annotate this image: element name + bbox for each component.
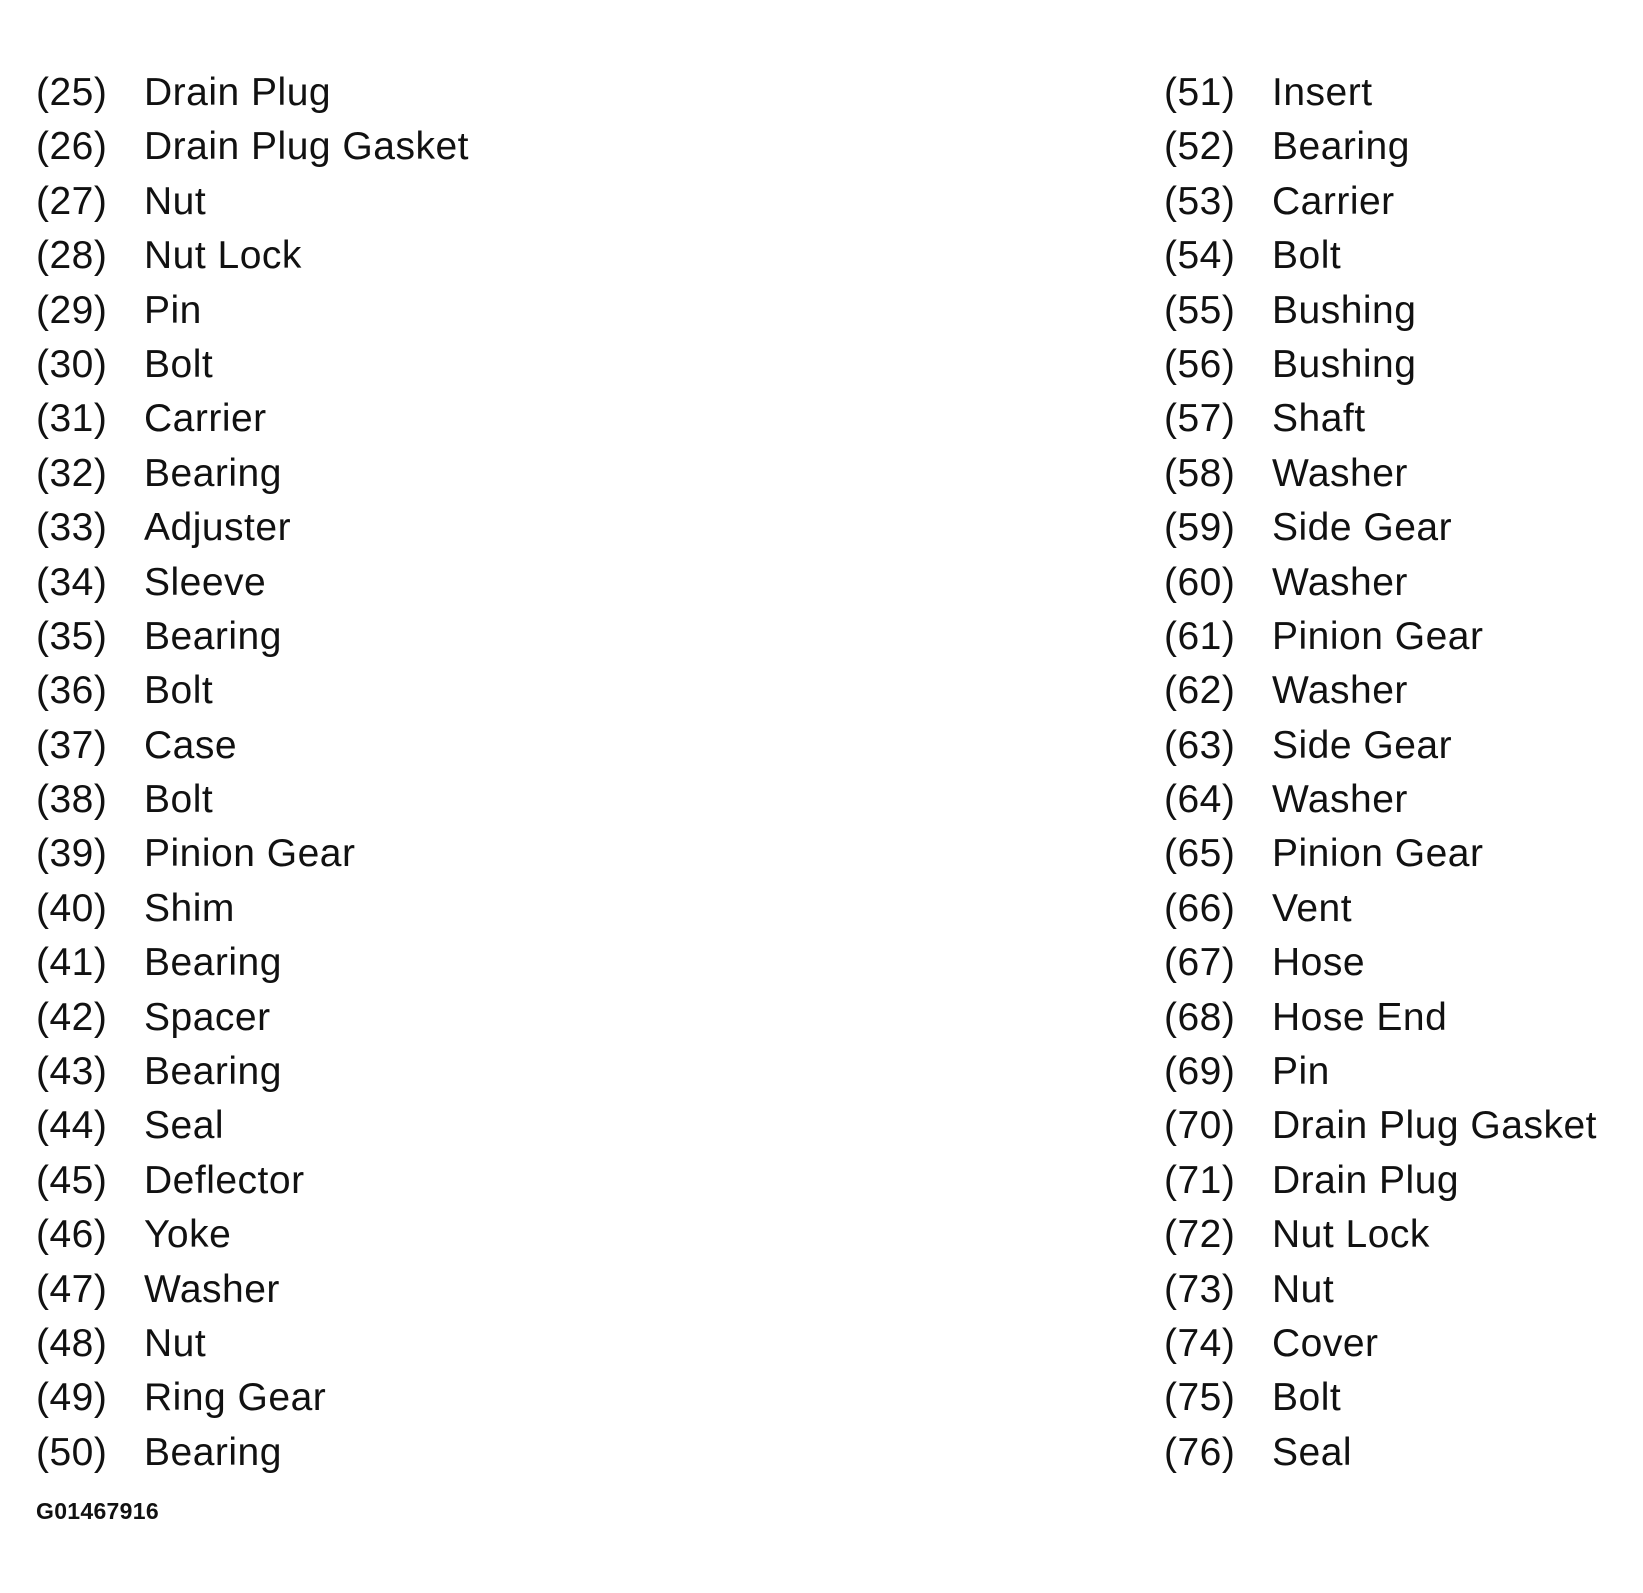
legend-item-number: (66) [1164,886,1236,930]
legend-item-name: Ring Gear [144,1376,327,1420]
legend-item-number: (70) [1164,1104,1236,1148]
legend-item-name: Vent [1272,886,1353,930]
legend-item-number: (76) [1164,1430,1236,1474]
legend-item-name: Nut Lock [144,234,302,278]
legend-item-name: Drain Plug Gasket [144,125,469,169]
legend-item-name: Adjuster [144,506,292,550]
legend-item [36,1154,469,1208]
legend-item-name: Drain Plug [144,71,332,114]
legend-item-number: (75) [1164,1376,1236,1420]
legend-item-number: (57) [1164,397,1236,441]
legend-item-number: (26) [36,125,108,169]
legend-item-number: (34) [36,560,108,604]
legend-item-number: (41) [36,941,108,985]
legend-item-number: (53) [1164,179,1236,223]
legend-item [36,664,469,718]
legend-item-number: (33) [36,506,108,550]
legend-item-number: (68) [1164,995,1236,1039]
legend-item-name: Bearing [144,941,282,985]
legend-item-name: Drain Plug [1272,1158,1460,1202]
legend-item-name: Cover [1272,1321,1379,1365]
legend-item [1164,1099,1597,1153]
legend-item-number: (54) [1164,234,1236,278]
legend-item [1164,991,1597,1045]
legend-item-name: Nut [144,179,207,223]
legend-item-name: Spacer [144,995,271,1039]
legend-item-name: Bolt [1272,1376,1342,1420]
legend-item [36,447,469,501]
legend-item [36,556,469,610]
legend-item-name: Side Gear [1272,723,1453,767]
legend-item [1164,610,1597,664]
legend-item-number: (55) [1164,288,1236,332]
legend-item [36,175,469,229]
legend-item-name: Seal [1272,1430,1353,1474]
legend-item-number: (48) [36,1321,108,1365]
legend-item-name: Pinion Gear [1272,614,1484,658]
legend-item [1164,120,1597,174]
legend-item-number: (27) [36,179,108,223]
legend-item [36,1426,469,1480]
legend-item [1164,284,1597,338]
legend-item [36,284,469,338]
legend-item-name: Hose [1272,941,1366,985]
figure-id: G01467916 [36,1498,159,1524]
legend-item [36,229,469,283]
legend-item [36,338,469,392]
legend-item-name: Yoke [144,1213,232,1257]
legend-item [1164,882,1597,936]
legend-item-number: (45) [36,1158,108,1202]
legend-item-number: (25) [36,71,108,114]
legend-item-number: (67) [1164,941,1236,985]
legend-item [1164,773,1597,827]
legend-item-name: Washer [144,1267,280,1311]
legend-item-name: Washer [1272,778,1408,822]
legend-item [1164,229,1597,283]
legend-item-number: (44) [36,1104,108,1148]
legend-item [36,392,469,446]
legend-item-name: Shim [144,886,235,930]
legend-item [36,1317,469,1371]
legend-item-number: (32) [36,451,108,495]
legend-item [36,1099,469,1153]
legend-item-name: Washer [1272,560,1408,604]
legend-item-name: Deflector [144,1158,305,1202]
legend-item-number: (56) [1164,342,1236,386]
legend-item-name: Pinion Gear [144,832,356,876]
legend-item [36,1371,469,1425]
legend-item-name: Bearing [144,1050,282,1094]
legend-item-number: (62) [1164,669,1236,713]
legend-item [36,1045,469,1099]
legend-item [36,882,469,936]
legend-item-name: Nut Lock [1272,1213,1430,1257]
legend-item-name: Washer [1272,669,1408,713]
legend-left-column [36,66,469,1480]
legend-item [1164,66,1597,120]
legend-item-number: (29) [36,288,108,332]
legend-item-number: (28) [36,234,108,278]
legend-item-name: Seal [144,1104,225,1148]
legend-item [1164,447,1597,501]
legend-item [1164,1045,1597,1099]
legend-item-name: Bolt [1272,234,1342,278]
legend-item-name: Sleeve [144,560,267,604]
legend-item [36,1208,469,1262]
legend-item-number: (40) [36,886,108,930]
legend-item-number: (63) [1164,723,1236,767]
legend-item-number: (72) [1164,1213,1236,1257]
legend-item-name: Pin [144,288,202,332]
legend-item-number: (58) [1164,451,1236,495]
legend-item [1164,556,1597,610]
legend-item-number: (71) [1164,1158,1236,1202]
legend-item [36,827,469,881]
legend-item-number: (46) [36,1213,108,1257]
legend-item [1164,827,1597,881]
legend-item-name: Bolt [144,669,214,713]
legend-item-name: Bolt [144,342,214,386]
legend-item-number: (30) [36,342,108,386]
legend-item-name: Washer [1272,451,1408,495]
legend-item-number: (59) [1164,506,1236,550]
legend-item-name: Case [144,723,238,767]
legend-item [1164,1154,1597,1208]
legend-item-name: Bearing [1272,125,1410,169]
legend-item [36,501,469,555]
legend-item-number: (52) [1164,125,1236,169]
legend-item-number: (74) [1164,1321,1236,1365]
legend-item [1164,1426,1597,1480]
legend-item-name: Bolt [144,778,214,822]
legend-item [1164,719,1597,773]
legend-item [36,1263,469,1317]
legend-item-name: Nut [144,1321,207,1365]
legend-item-number: (31) [36,397,108,441]
legend-item [36,773,469,827]
legend-item [1164,501,1597,555]
legend-item-name: Bearing [144,1430,282,1474]
legend-item-number: (37) [36,723,108,767]
legend-item-name: Carrier [1272,179,1395,223]
legend-item [1164,175,1597,229]
legend-item-name: Bushing [1272,288,1417,332]
legend-item-name: Bearing [144,451,282,495]
legend-item [36,936,469,990]
legend-item-number: (39) [36,832,108,876]
legend-item-number: (60) [1164,560,1236,604]
legend-item-number: (61) [1164,614,1236,658]
legend-item-number: (36) [36,669,108,713]
legend-item-number: (50) [36,1430,108,1474]
legend-item-number: (42) [36,995,108,1039]
legend-item [1164,392,1597,446]
legend-item-number: (43) [36,1050,108,1094]
legend-item-name: Bushing [1272,342,1417,386]
legend-item [1164,1371,1597,1425]
legend-item [1164,936,1597,990]
legend-item-name: Shaft [1272,397,1366,441]
legend-item [36,66,469,120]
legend-item-number: (64) [1164,778,1236,822]
legend-item-number: (73) [1164,1267,1236,1311]
legend-item-name: Carrier [144,397,267,441]
legend-item-number: (38) [36,778,108,822]
legend-item-number: (49) [36,1376,108,1420]
legend-item-name: Hose End [1272,995,1448,1039]
legend-item [1164,1317,1597,1371]
legend-item-name: Side Gear [1272,506,1453,550]
legend-item-name: Drain Plug Gasket [1272,1104,1597,1148]
legend-item [1164,338,1597,392]
legend-item [1164,664,1597,718]
legend-item [36,719,469,773]
legend-item-name: Nut [1272,1267,1335,1311]
legend-item-name: Insert [1272,71,1373,114]
legend-item [36,991,469,1045]
legend-item-name: Bearing [144,614,282,658]
legend-item-name: Pin [1272,1050,1330,1094]
legend-item [36,610,469,664]
legend-right-column [1164,66,1597,1480]
legend-item-number: (65) [1164,832,1236,876]
legend-item-number: (47) [36,1267,108,1311]
legend-item [1164,1208,1597,1262]
legend-item-number: (35) [36,614,108,658]
legend-item [36,120,469,174]
legend-item-name: Pinion Gear [1272,832,1484,876]
legend-item [1164,1263,1597,1317]
legend-item-number: (69) [1164,1050,1236,1094]
legend-item-number: (51) [1164,71,1236,114]
